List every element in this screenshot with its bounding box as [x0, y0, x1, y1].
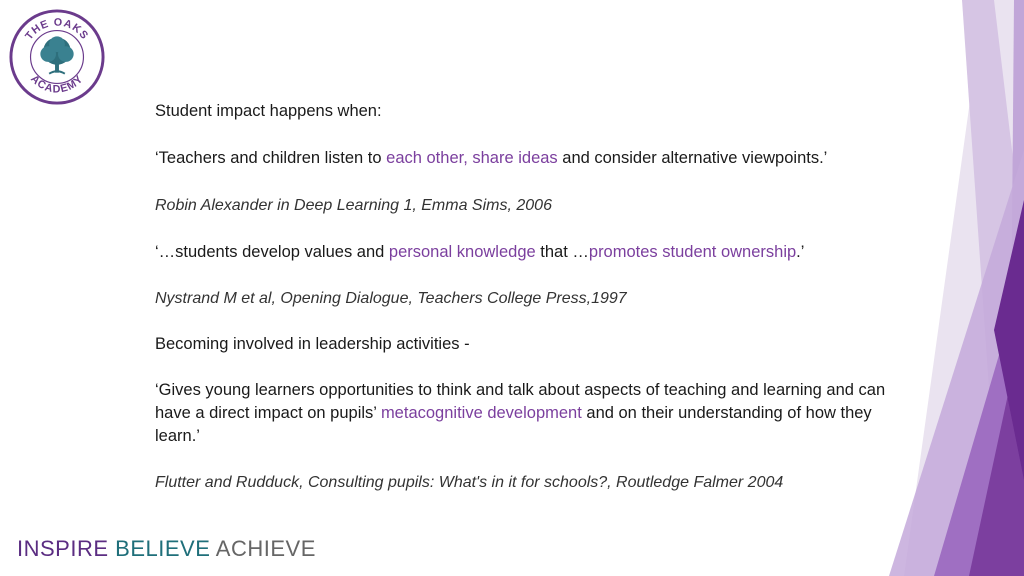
subheading: Becoming involved in leadership activities -	[155, 335, 470, 353]
decorative-side-shapes	[884, 0, 1024, 576]
citation-3: Flutter and Rudduck, Consulting pupils: What's in it for schools?, Routledge Falmer 2004	[155, 474, 784, 491]
quote-1	[155, 147, 827, 170]
footer-tagline	[17, 536, 316, 562]
quote-1-text: ‘Teachers and children listen to	[155, 149, 387, 167]
quote-3-text: ‘Gives young learners opportunities to think and talk about aspects of teaching and learning and can have a direct impact on pupils’	[155, 381, 886, 422]
quote-2-text: ‘…students develop values and	[155, 243, 389, 261]
quote-3	[155, 379, 890, 448]
oaks-academy-logo	[8, 8, 106, 106]
logo-text-bottom: ACADEMY	[28, 72, 86, 96]
quote-2-text-middle: that …	[535, 243, 589, 261]
quote-2	[155, 241, 804, 264]
quote-2-highlight-2: promotes student ownership	[588, 243, 797, 261]
quote-2-highlight-1: personal knowledge	[388, 243, 536, 261]
quote-1-text-end: and consider alternative viewpoints.’	[557, 149, 828, 167]
quote-1-highlight: each other, share ideas	[386, 149, 558, 167]
logo-text-top: THE OAKS	[23, 16, 91, 43]
footer-word-inspire: INSPIRE	[17, 536, 109, 561]
quote-3-highlight: metacognitive development	[380, 404, 582, 422]
quote-2-text-end: .’	[796, 243, 805, 261]
footer-word-achieve: ACHIEVE	[215, 536, 316, 561]
citation-2: Nystrand M et al, Opening Dialogue, Teachers College Press,1997	[155, 290, 627, 307]
heading: Student impact happens when:	[155, 102, 382, 120]
footer-word-believe: BELIEVE	[115, 536, 211, 561]
quote-3-text-end: and on their understanding of how they learn.’	[155, 404, 872, 445]
citation-1: Robin Alexander in Deep Learning 1, Emma Sims, 2006	[155, 197, 552, 214]
